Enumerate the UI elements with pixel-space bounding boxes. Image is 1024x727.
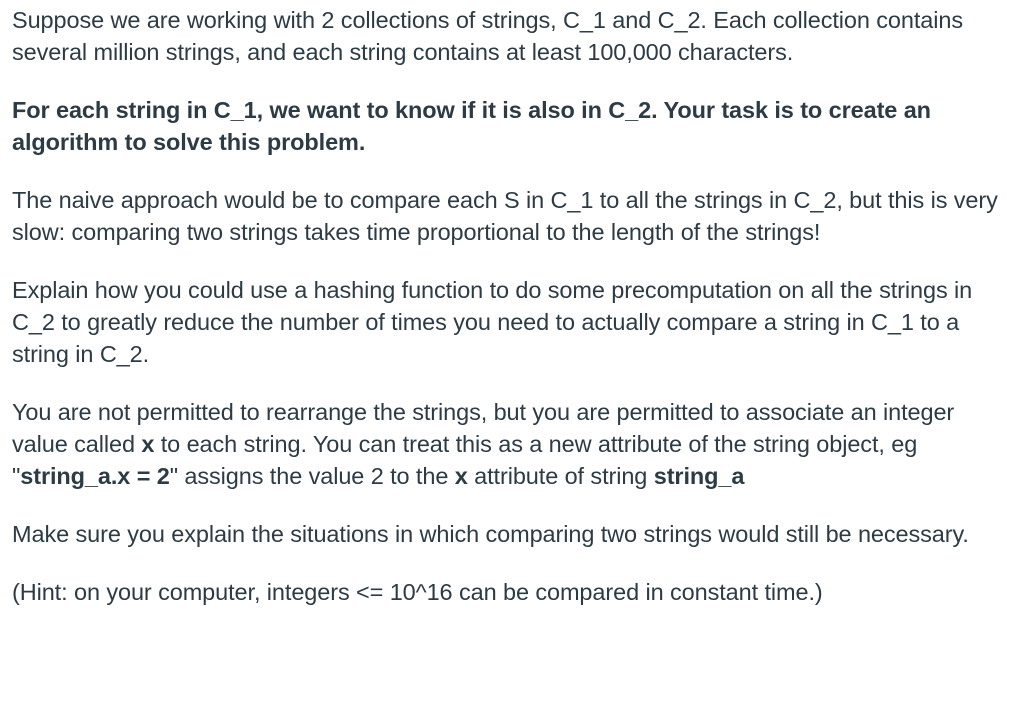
paragraph-task: For each string in C_1, we want to know if it is also in C_2. Your task is to create an algorithm to solve this problem. [12, 97, 931, 155]
constraints-text-1: You are not permitted to rearrange the strings, but you are permitted to associate an integer value called [12, 399, 955, 457]
paragraph-hint: (Hint: on your computer, integers <= 10^16 can be compared in constant time.) [12, 579, 823, 605]
constraints-text-2: to each string. You can treat this as a new attribute of the string object, eg " [12, 431, 918, 489]
constraints-text-4: attribute of string [467, 463, 654, 489]
paragraph-naive-approach: The naive approach would be to compare each S in C_1 to all the strings in C_2, but this is very slow: comparing two strings takes time proportional to the length of the strings! [12, 187, 998, 245]
code-example-bold: string_a.x = 2 [20, 463, 170, 489]
attribute-x-bold-2: x [454, 463, 468, 489]
attribute-x-bold: x [141, 431, 155, 457]
string-name-bold: string_a [653, 463, 745, 489]
paragraph-comparison-situations: Make sure you explain the situations in which comparing two strings would still be necessary. [12, 521, 969, 547]
paragraph-constraints [12, 396, 1012, 492]
paragraph-hashing-question: Explain how you could use a hashing function to do some precomputation on all the strings in C_2 to greatly reduce the number of times you need to actually compare a string in C_1 to a string in C_2. [12, 277, 973, 367]
paragraph-intro: Suppose we are working with 2 collections of strings, C_1 and C_2. Each collection contains several million strings, and each string contains at least 100,000 characters. [12, 7, 964, 65]
constraints-text-3: " assigns the value 2 to the [169, 463, 455, 489]
